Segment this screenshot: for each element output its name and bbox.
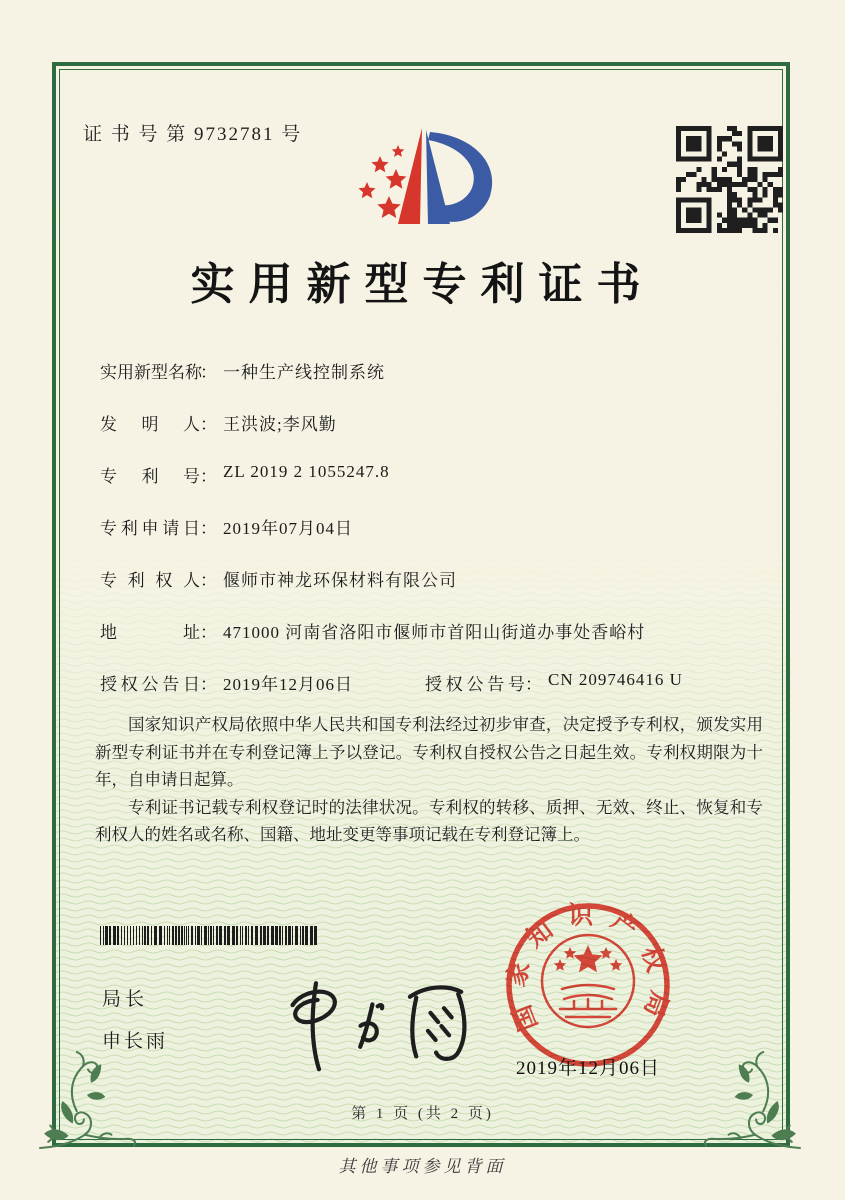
certificate-number: 证 书 号 第 9732781 号 (83, 124, 303, 145)
legal-paragraph: 国家知识产权局依照中华人民共和国专利法经过初步审查，决定授予专利权，颁发实用新型专利证书并在专利登记簿上予以登记。专利权自授权公告之日起生效。专利权期限为十年，自申请日起算。 (95, 715, 763, 789)
director-title: 局长 (102, 989, 149, 1010)
field-value: 一种生产线控制系统 (223, 363, 385, 382)
field-value: 王洪波;李风勤 (223, 415, 337, 434)
legal-text (95, 711, 763, 849)
seal-date: 2019年12月06日 (515, 1058, 660, 1079)
field-row (100, 566, 457, 591)
field-label: 专利申请日 (100, 519, 200, 538)
field-colon: ： (200, 363, 217, 382)
field-colon: ： (200, 623, 217, 642)
qr-code (676, 126, 783, 233)
field-colon: ： (200, 415, 217, 434)
field-row (100, 358, 385, 383)
legal-paragraph: 专利证书记载专利权登记时的法律状况。专利权的转移、质押、无效、终止、恢复和专利权人的姓名或名称、国籍、地址变更等事项记载在专利登记簿上。 (95, 797, 763, 844)
field-row (100, 410, 337, 435)
field-value: 471000 河南省洛阳市偃师市首阳山街道办事处香峪村 (223, 623, 646, 642)
field-row (100, 514, 353, 539)
field-label: 授权公告日 (100, 675, 200, 694)
grant-number-field (425, 670, 683, 695)
field-colon: ： (200, 571, 217, 590)
field-colon: ： (525, 675, 542, 694)
signature-handwriting-icon (270, 966, 480, 1072)
barcode (100, 926, 320, 945)
field-colon: ： (200, 467, 217, 486)
director-name: 申长雨 (102, 1031, 169, 1052)
field-label: 地址 (100, 623, 200, 642)
corner-flourish-icon (700, 1048, 802, 1150)
field-row (100, 670, 683, 695)
official-seal-icon (500, 897, 676, 1073)
field-label: 授权公告号 (425, 675, 525, 694)
field-value: CN 209746416 U (548, 670, 683, 689)
field-label: 发明人 (100, 415, 200, 434)
field-row (100, 618, 645, 643)
back-side-note: 其他事项参见背面 (338, 1157, 507, 1176)
field-colon: ： (200, 675, 217, 694)
field-value: 2019年07月04日 (223, 519, 353, 538)
field-label: 专利权人 (100, 571, 200, 590)
cnipa-logo-icon (352, 112, 502, 234)
corner-flourish-icon (38, 1048, 140, 1150)
field-row (100, 462, 390, 487)
field-value: ZL 2019 2 1055247.8 (223, 462, 390, 481)
certificate-title: 实用新型专利证书 (190, 260, 655, 309)
page-number: 第 1 页 (共 2 页) (351, 1106, 494, 1122)
field-value: 偃师市神龙环保材料有限公司 (223, 571, 457, 590)
field-value: 2019年12月06日 (223, 675, 353, 694)
seal-agency-text: 国家知识产权局 (502, 902, 674, 1035)
field-label: 专利号 (100, 467, 200, 486)
field-colon: ： (200, 519, 217, 538)
svg-text:国家知识产权局 (502, 902, 675, 1035)
field-label: 实用新型名称 (100, 363, 202, 382)
